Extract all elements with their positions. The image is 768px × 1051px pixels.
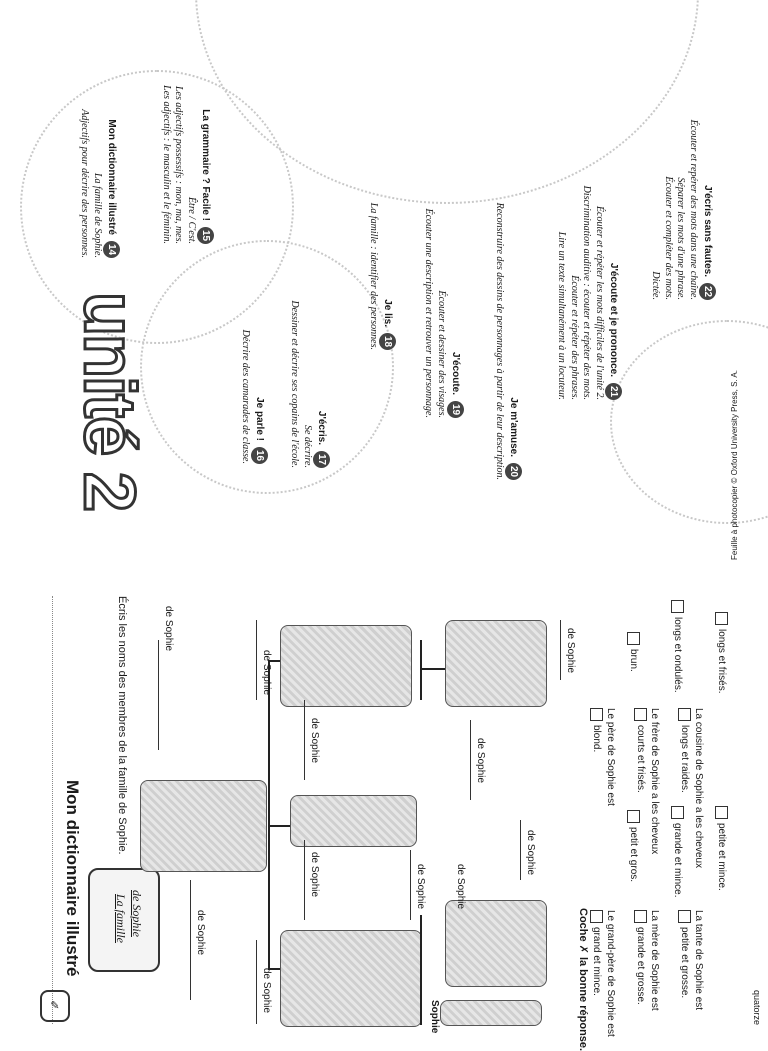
tree-line (268, 825, 290, 827)
de-sophie-label: de Sophie (565, 628, 576, 674)
parents-figure (280, 930, 422, 1027)
question-6-b: longs et frisés. (715, 612, 728, 693)
question-3-b: petite et mince. (715, 806, 728, 891)
section-15: La grammaire ? Facile !15 Être / C'est. Les adjectifs possessifs : mon, ma, mes. Les adjectifs : le masculin et le féminin. (160, 44, 215, 244)
sophie-label: Sophie (429, 1000, 440, 1034)
checkbox[interactable] (671, 600, 684, 613)
answer-line[interactable] (158, 640, 159, 750)
copyright-text: Feuille à photocopier © Oxford University Press, S. A. (730, 370, 739, 560)
tree-line (420, 915, 422, 1025)
instruction: Écris les noms des membres de la famille de Sophie. (116, 596, 128, 855)
question-1-b: petit et gros. (627, 810, 640, 882)
label-line2: de Sophie (130, 890, 144, 937)
answer-line[interactable] (410, 850, 411, 920)
question-2-b: grande et mince. (671, 806, 684, 898)
sophie-figure (440, 1000, 542, 1026)
unit-title: unité 2 (69, 292, 149, 511)
question-2: La mère de Sophie est grande et grosse. (635, 910, 660, 1011)
answer-line[interactable] (560, 620, 561, 680)
worksheet-title: Mon dictionnaire illustré (63, 780, 82, 977)
checkbox[interactable] (635, 708, 648, 721)
label-line1: La famille (114, 894, 128, 944)
de-sophie-label: de Sophie (475, 738, 486, 784)
question-1: Le grand-père de Sophie est grand et mince. (591, 910, 616, 1037)
de-sophie-label: de Sophie (455, 864, 466, 910)
question-heading: Coche ✗ la bonne réponse. (577, 908, 589, 1051)
question-4: Le père de Sophie est blond. (591, 708, 616, 806)
checkbox[interactable] (591, 910, 604, 923)
answer-line[interactable] (256, 940, 257, 1024)
question-3: La tante de Sophie est petite et grosse. (679, 910, 704, 1011)
uncle-figure (290, 795, 417, 847)
checkbox[interactable] (635, 910, 648, 923)
answer-line[interactable] (470, 720, 471, 800)
answer-line[interactable] (520, 820, 521, 880)
section-17: J'écris.17 Se décrire. Dessiner et décrire ses copains de l'école. (288, 258, 330, 468)
section-14: Mon dictionnaire illustré14 La famille de Sophie. Adjectifs pour décrire des personnes. (78, 58, 120, 258)
de-sophie-label: de Sophie (261, 968, 272, 1014)
section-22: J'écris sans fautes.22 Écouter et repérer des mots dans une chaîne. Séparer les mots d'une phrase. Écouter et compléter des mots. Dictée. (649, 60, 716, 300)
question-5: Le frère de Sophie a les cheveux courts et frisés. (635, 708, 660, 855)
checkbox[interactable] (679, 708, 692, 721)
de-sophie-label: de Sophie (309, 718, 320, 764)
section-16: Je parle !16 Décrire des camarades de classe. (239, 264, 269, 464)
de-sophie-label: de Sophie (261, 650, 272, 696)
question-6: La cousine de Sophie a les cheveux longs et raides. (679, 708, 704, 869)
de-sophie-label: de Sophie (525, 830, 536, 876)
answer-line[interactable] (304, 700, 305, 780)
answer-line[interactable] (304, 840, 305, 920)
tree-line (420, 640, 422, 700)
book-icon: ✎ (40, 990, 70, 1022)
question-5-b: longs et ondulés. (671, 600, 684, 693)
cousin-figure (445, 620, 547, 707)
de-sophie-label: de Sophie (163, 606, 174, 652)
checkbox[interactable] (715, 806, 728, 819)
decorative-circle (610, 320, 768, 524)
aunt-couple-figure (280, 625, 412, 707)
de-sophie-label: de Sophie (195, 910, 206, 956)
question-4-b: brun. (627, 632, 640, 672)
checkbox[interactable] (679, 910, 692, 923)
page-number: quatorze (752, 990, 762, 1026)
section-20: Je m'amuse.20 Reconstruire des dessins de personnages à partir de leur description. (493, 160, 523, 480)
section-18: Je lis.18 La famille : identifier des personnes. (367, 160, 397, 350)
checkbox[interactable] (627, 632, 640, 645)
tree-line (420, 668, 445, 670)
de-sophie-label: de Sophie (415, 864, 426, 910)
grandparents-figure (140, 780, 267, 872)
checkbox[interactable] (591, 708, 604, 721)
checkbox[interactable] (715, 612, 728, 625)
de-sophie-label: de Sophie (309, 852, 320, 898)
section-21: J'écoute et je prononce.21 Écouter et répéter les mots difficiles de l'unité 2. Discrimination auditive : écouter et répéter des mots. Écouter et répéter des phrases. Lire un texte simultanément à un locuteur. (555, 140, 622, 400)
answer-line[interactable] (256, 620, 257, 700)
answer-line[interactable] (190, 880, 191, 1000)
section-19: J'écoute.19 Écouter et dessiner des visages. Écouter une description et retrouver un personnage. (422, 168, 464, 418)
sophie-siblings-figure (445, 900, 547, 987)
tree-line (268, 660, 270, 970)
